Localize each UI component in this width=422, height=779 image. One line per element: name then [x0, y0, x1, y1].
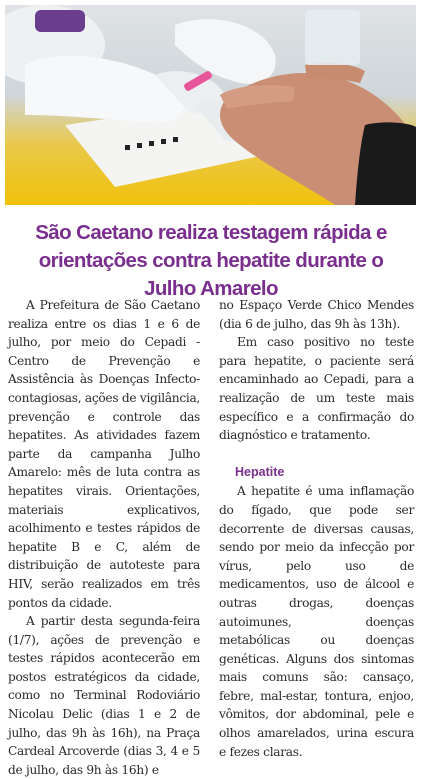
- body-paragraph: A hepatite é uma inflamação do fígado, que pode ser decorrente de diversas causas, sendo por meio da infecção por vírus, pelo uso de medicamentos, uso de álcool e outras drogas, doenças autoimunes, doenças metabólicas ou doenças genéticas. Alguns dos sintomas mais comuns são: cansaço, febre, mal-estar, tontura, enjoo, vômitos, dor abdominal, pele e olhos amarelados, urina escura e fezes claras.: [219, 484, 414, 759]
- body-paragraph-continued: no Espaço Verde Chico Mendes (dia 6 de julho, das 9h às 13h).: [219, 298, 414, 331]
- body-paragraph: A partir desta segunda-feira (1/7), ações de prevenção e testes rápidos acontecerão em postos estratégicos da cidade, como no Terminal Rodoviário Nicolau Delic (dias 1 e 2 de julho, das 9h às 16h), na Praça Cardeal Arcoverde (dias 3, 4 e 5 de julho, das 9h às 16h) e: [8, 614, 200, 777]
- body-paragraph: Em caso positivo no teste para hepatite, o paciente será encaminhado ao Cepadi, para a realização de um teste mais específico e a confirmação do diagnóstico e tratamento.: [219, 335, 414, 443]
- article-photo: [5, 5, 416, 205]
- photo-illustration: [5, 5, 416, 205]
- article-column-left: [8, 296, 200, 779]
- body-paragraph: A Prefeitura de São Caetano realiza entre os dias 1 e 6 de julho, por meio do Cepadi - Centro de Prevenção e Assistência às Doenças Infecto-contagiosas, ações de vigilância, prevenção e controle das hepatites. As atividades fazem parte da campanha Julho Amarelo: mês de luta contra as hepatites virais. Orientações, materiais explicativos, acolhimento e testes rápidos de hepatite B e C, além de distribuição de autoteste para HIV, serão realizados em três pontos da cidade.: [8, 298, 200, 610]
- article-headline: São Caetano realiza testagem rápida e orientações contra hepatite durante o Julho Amarelo: [35, 221, 387, 300]
- article-column-right: [219, 296, 414, 761]
- section-subhead: Hepatite: [235, 464, 285, 479]
